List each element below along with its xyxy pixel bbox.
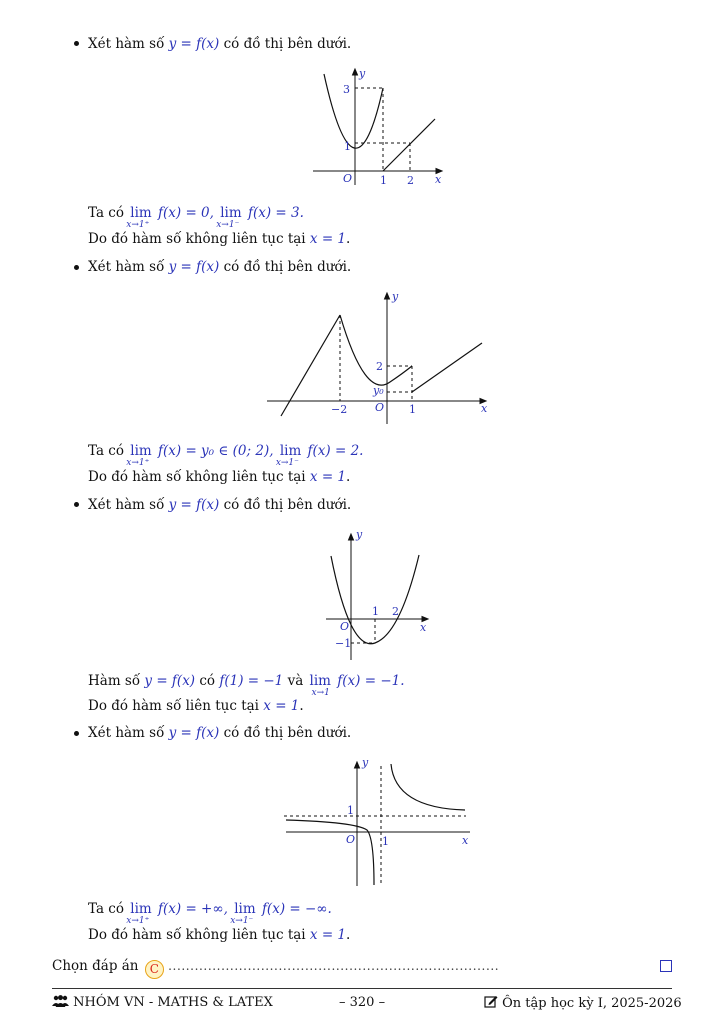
- y-axis-label: y: [362, 756, 369, 769]
- item-4-limits: Ta có lim x→1⁺ f(x) = +∞, lim x→1⁻ f(x) = −∞.: [88, 901, 332, 926]
- item-3-conclusion: Do đó hàm số liên tục tại x = 1.: [88, 698, 304, 714]
- footer-group-name: NHÓM VN - MATHS & LATEX: [73, 995, 273, 1010]
- tick-label: 2: [376, 360, 383, 373]
- graph-4: [280, 752, 475, 890]
- footer-rule: [52, 988, 672, 989]
- item-2-conclusion: Do đó hàm số không liên tục tại x = 1.: [88, 469, 351, 485]
- bullet: [74, 502, 79, 507]
- group-icon: [52, 995, 69, 1007]
- answer-leader-dots: ...........................................................................: [168, 959, 500, 973]
- answer-line: [52, 957, 672, 979]
- footer-right: [484, 995, 682, 1011]
- graph-2: [262, 288, 492, 428]
- item-1-intro: Xét hàm số y = f(x) có đồ thị bên dưới.: [88, 36, 352, 52]
- tick-label: 2: [407, 174, 414, 187]
- origin-label: O: [346, 833, 356, 846]
- bullet: [74, 265, 79, 270]
- item-1-limits: Ta có lim x→1⁺ f(x) = 0, lim x→1⁻ f(x) = 3.: [88, 205, 304, 230]
- y-axis-label: y: [392, 290, 399, 303]
- tick-label: 3: [343, 83, 350, 96]
- tick-label: −1: [335, 637, 352, 650]
- item-4-conclusion: Do đó hàm số không liên tục tại x = 1.: [88, 927, 351, 943]
- origin-label: O: [375, 401, 385, 414]
- origin-label: O: [343, 172, 353, 185]
- tick-label: y₀: [373, 384, 384, 397]
- x-axis-label: x: [481, 402, 488, 415]
- answer-box[interactable]: [660, 960, 672, 972]
- tick-label: −2: [331, 403, 348, 416]
- footer-title: Ôn tập học kỳ I, 2025-2026: [502, 996, 682, 1011]
- y-axis-label: y: [359, 67, 366, 80]
- footer-left: [52, 995, 273, 1010]
- bullet: [74, 731, 79, 736]
- item-2-intro: Xét hàm số y = f(x) có đồ thị bên dưới.: [88, 259, 352, 275]
- item-3-statement: Hàm số y = f(x) có f(1) = −1 và lim x→1 f(x) = −1.: [88, 673, 405, 698]
- tick-label: 2: [392, 605, 399, 618]
- x-axis-label: x: [462, 834, 469, 847]
- origin-label: O: [340, 620, 350, 633]
- bullet: [74, 41, 79, 46]
- tick-label: 1: [344, 140, 351, 153]
- graph-1: [305, 62, 450, 190]
- tick-label: 1: [372, 605, 379, 618]
- y-axis-label: y: [356, 528, 363, 541]
- item-1-conclusion: Do đó hàm số không liên tục tại x = 1.: [88, 231, 351, 247]
- item-3-intro: Xét hàm số y = f(x) có đồ thị bên dưới.: [88, 497, 352, 513]
- tick-label: 1: [382, 835, 389, 848]
- x-axis-label: x: [420, 621, 427, 634]
- answer-label: Chọn đáp án: [52, 958, 139, 974]
- footer-page-number: – 320 –: [339, 995, 386, 1010]
- graph-3: [318, 524, 438, 664]
- answer-choice-badge[interactable]: C: [145, 960, 164, 979]
- tick-label: 1: [347, 804, 354, 817]
- item-2-limits: Ta có lim x→1⁺ f(x) = y₀ ∈ (0; 2), lim x→1⁻ f(x) = 2.: [88, 443, 364, 468]
- edit-icon: [484, 995, 498, 1008]
- tick-label: 1: [380, 174, 387, 187]
- tick-label: 1: [409, 403, 416, 416]
- x-axis-label: x: [435, 173, 442, 186]
- item-4-intro: Xét hàm số y = f(x) có đồ thị bên dưới.: [88, 725, 352, 741]
